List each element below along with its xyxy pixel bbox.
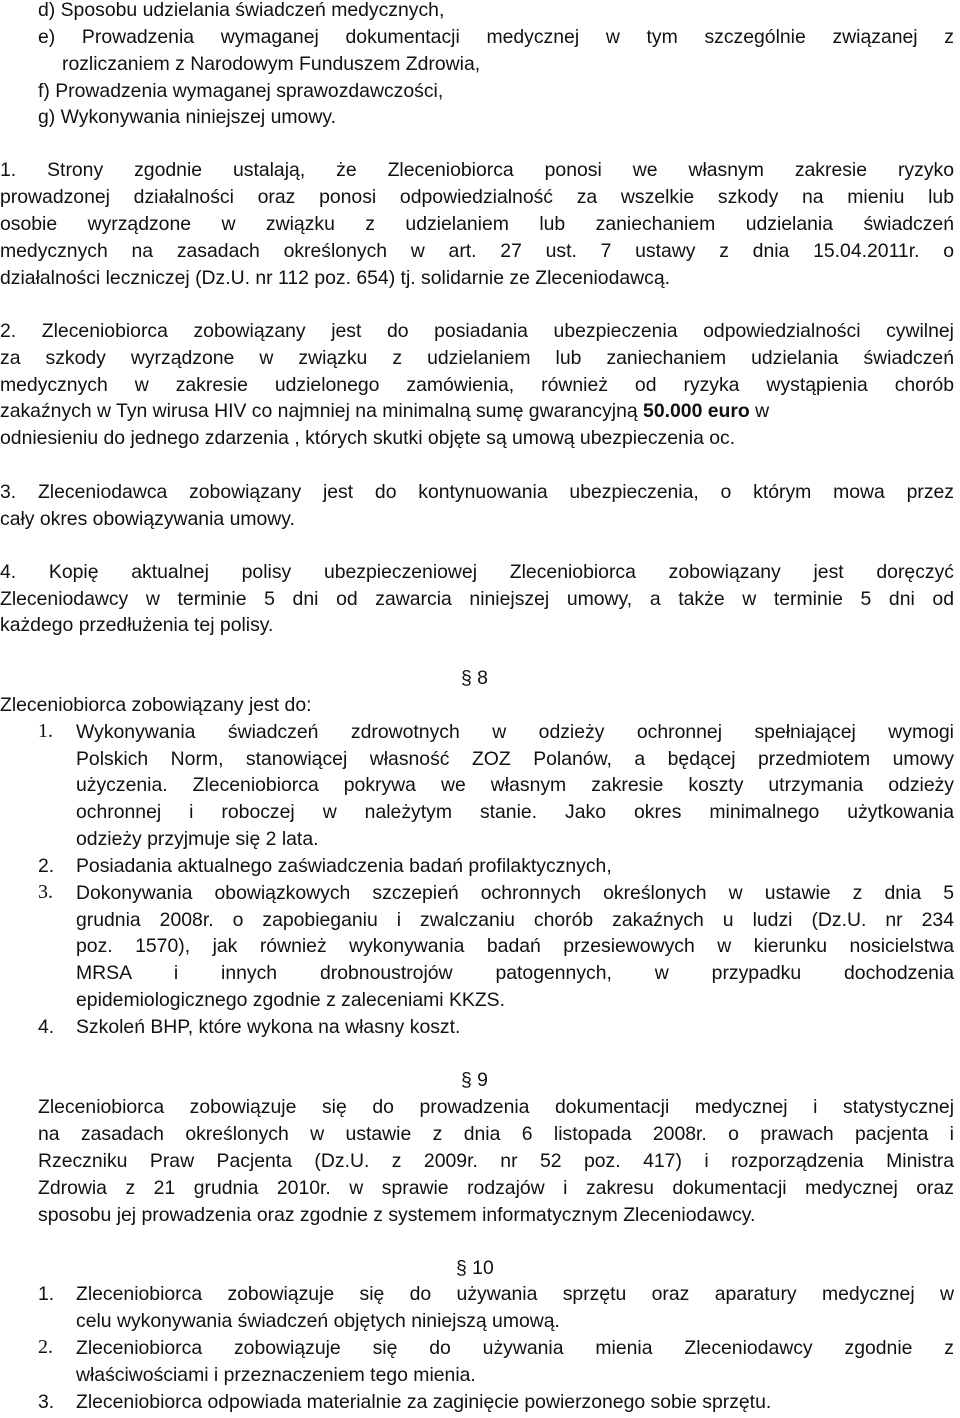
paragraph-2-text: w <box>749 400 770 422</box>
section-10-item-2-line: Zleceniobiorca zobowiązuje się do używania mienia Zleceniodawcy zgodnie z <box>76 1337 954 1359</box>
section-9-line: Zdrowia z 21 grudnia 2010r. w sprawie rodzajów i zakresu dokumentacji medycznej oraz <box>38 1177 954 1199</box>
section-9-line: na zasadach określonych w ustawie z dnia 6 listopada 2008r. o prawach pacjenta i <box>38 1123 954 1145</box>
paragraph-2-line-amount <box>0 398 954 425</box>
paragraph-1-line: medycznych na zasadach określonych w art. 27 ust. 7 ustawy z dnia 15.04.2011r. o <box>0 240 954 262</box>
section-10-item-number: 3. <box>38 1391 55 1413</box>
section-8-item-1-line: Wykonywania świadczeń zdrowotnych w odzieży ochronnej spełniającej wymogi <box>76 721 954 743</box>
section-10-item-number: 2. <box>38 1336 53 1358</box>
section-10-item-number: 1. <box>38 1283 55 1305</box>
section-8-item-3-line: epidemiologicznego zgodnie z zaleceniami KKZS. <box>76 989 505 1011</box>
paragraph-2-line: medycznych w zakresie udzielonego zamówienia, również od ryzyka wystąpienia chorób <box>0 374 954 396</box>
list-item-f: f) Prowadzenia wymaganej sprawozdawczości, <box>38 80 444 102</box>
section-10-item-1-line: celu wykonywania świadczeń objętych niniejszą umową. <box>76 1310 560 1332</box>
list-item-e: e) Prowadzenia wymaganej dokumentacji medycznej w tym szczególnie związanej z <box>38 26 954 48</box>
section-10-heading: § 10 <box>456 1257 494 1279</box>
paragraph-2-line: odniesieniu do jednego zdarzenia , których skutki objęte są umową ubezpieczenia oc. <box>0 427 736 449</box>
paragraph-1-line: 1. Strony zgodnie ustalają, że Zleceniobiorca ponosi we własnym zakresie ryzyko <box>0 159 954 181</box>
paragraph-4-line: Zleceniodawcy w terminie 5 dni od zawarcia niniejszej umowy, a także w terminie 5 dni od <box>0 588 954 610</box>
paragraph-3-line: cały okres obowiązywania umowy. <box>0 508 295 530</box>
section-8-item-number: 4. <box>38 1016 55 1038</box>
section-8-intro: Zleceniobiorca zobowiązany jest do: <box>0 694 312 716</box>
list-item-d: d) Sposobu udzielania świadczeń medycznych, <box>38 0 445 21</box>
section-9-line: sposobu jej prowadzenia oraz zgodnie z systemem informatycznym Zleceniodawcy. <box>38 1204 756 1226</box>
section-10-item-3-line: Zleceniobiorca odpowiada materialnie za zaginięcie powierzonego sobie sprzętu. <box>76 1391 772 1413</box>
paragraph-4-line: każdego przedłużenia tej polisy. <box>0 614 274 636</box>
section-8-item-1-line: ochronnej i roboczej w należytym stanie. Jako okres minimalnego użytkowania <box>76 801 954 823</box>
section-8-item-3-line: MRSA i innych drobnoustrojów patogennych, w przypadku dochodzenia <box>76 962 954 984</box>
section-9-line: Rzeczniku Praw Pacjenta (Dz.U. z 2009r. nr 52 poz. 417) i rozporządzenia Ministra <box>38 1150 954 1172</box>
paragraph-2-line: za szkody wyrządzone w związku z udzielaniem lub zaniechaniem udzielania świadczeń <box>0 347 954 369</box>
insurance-amount: 50.000 euro <box>643 400 750 422</box>
section-8-item-number: 2. <box>38 855 55 877</box>
section-8-item-1-line: Polskich Norm, stanowiącej własność ZOZ Polanów, a będącej przedmiotem umowy <box>76 748 954 770</box>
list-item-e-cont: rozliczaniem z Narodowym Funduszem Zdrowia, <box>62 53 481 75</box>
section-10-item-1-line: Zleceniobiorca zobowiązuje się do używania sprzętu oraz aparatury medycznej w <box>76 1283 954 1305</box>
section-8-item-1-line: użyczenia. Zleceniobiorca pokrywa we własnym zakresie koszty utrzymania odzieży <box>76 774 954 796</box>
section-8-item-2-line: Posiadania aktualnego zaświadczenia badań profilaktycznych, <box>76 855 612 877</box>
section-9-line: Zleceniobiorca zobowiązuje się do prowadzenia dokumentacji medycznej i statystycznej <box>38 1096 954 1118</box>
section-8-item-3-line: Dokonywania obowiązkowych szczepień ochronnych określonych w ustawie z dnia 5 <box>76 882 954 904</box>
paragraph-4-line: 4. Kopię aktualnej polisy ubezpieczeniowej Zleceniobiorca zobowiązany jest doręczyć <box>0 561 954 583</box>
section-8-heading: § 8 <box>461 667 488 689</box>
paragraph-1-line: prowadzonej działalności oraz ponosi odpowiedzialność za wszelkie szkody na mieniu lub <box>0 186 954 208</box>
section-8-item-4-line: Szkoleń BHP, które wykona na własny koszt. <box>76 1016 461 1038</box>
section-10-item-2-line: właściwościami i przeznaczeniem tego mienia. <box>76 1364 476 1386</box>
paragraph-2-text: zakaźnych w Tyn wirusa HIV co najmniej na minimalną sumę gwarancyjną <box>0 400 644 422</box>
section-8-item-1-line: odzieży przyjmuje się 2 lata. <box>76 828 319 850</box>
paragraph-1-line: działalności leczniczej (Dz.U. nr 112 poz. 654) tj. solidarnie ze Zleceniodawcą. <box>0 267 671 289</box>
list-item-g: g) Wykonywania niniejszej umowy. <box>38 106 336 128</box>
section-8-item-3-line: poz. 1570), jak również wykonywania badań przesiewowych w kierunku nosicielstwa <box>76 935 954 957</box>
section-8-item-number: 3. <box>38 881 53 903</box>
paragraph-2-line: 2. Zleceniobiorca zobowiązany jest do posiadania ubezpieczenia odpowiedzialności cywilnej <box>0 320 954 342</box>
section-9-heading: § 9 <box>461 1069 488 1091</box>
paragraph-3-line: 3. Zleceniodawca zobowiązany jest do kontynuowania ubezpieczenia, o którym mowa przez <box>0 481 954 503</box>
section-8-item-number: 1. <box>38 720 53 742</box>
paragraph-1-line: osobie wyrządzone w związku z udzielaniem lub zaniechaniem udzielania świadczeń <box>0 213 954 235</box>
section-8-item-3-line: grudnia 2008r. o zapobieganiu i zwalczaniu chorób zakaźnych u ludzi (Dz.U. nr 234 <box>76 909 954 931</box>
